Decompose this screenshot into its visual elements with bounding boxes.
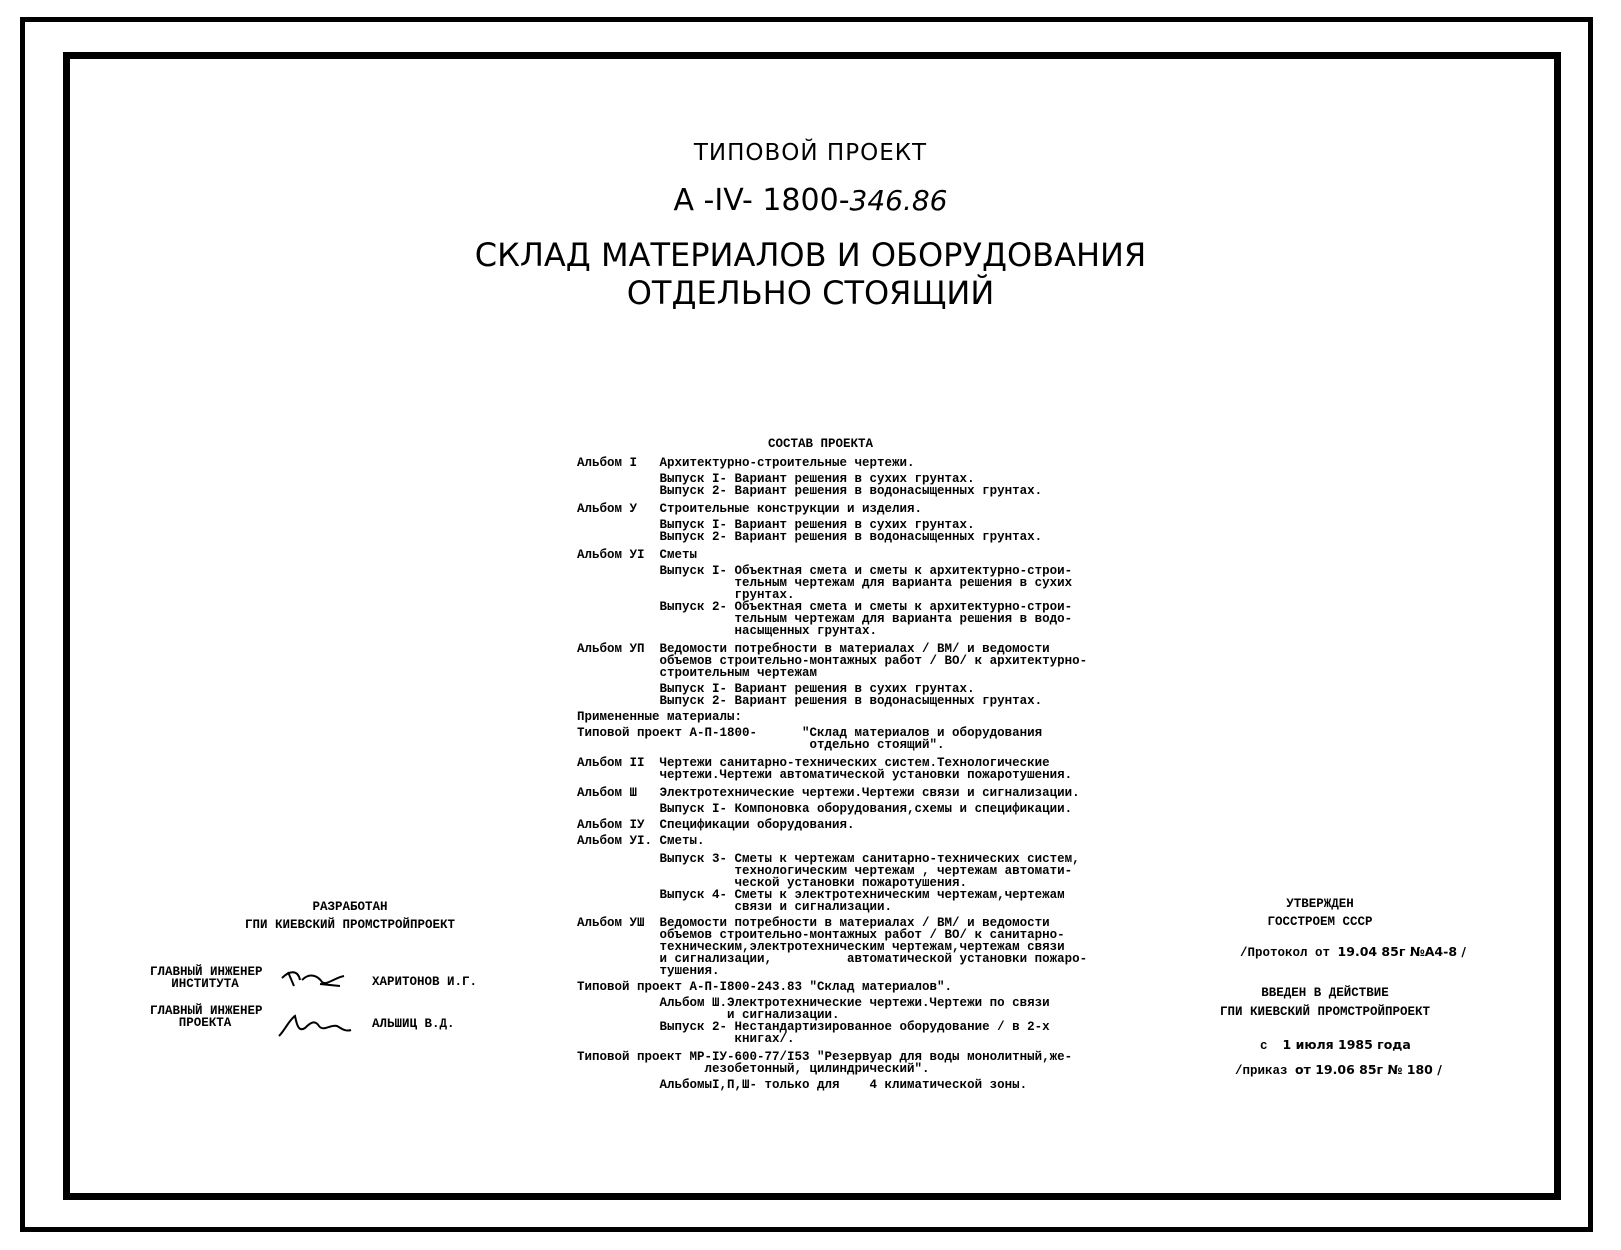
order-reference bbox=[1220, 1052, 1442, 1077]
composition-line: грунтах. bbox=[577, 588, 795, 602]
composition-line: Выпуск I- Компоновка оборудования,схемы и спецификации. bbox=[577, 802, 1073, 816]
composition-line: Альбом IУ Спецификации оборудования. bbox=[577, 818, 855, 832]
effective-prefix: с bbox=[1260, 1039, 1268, 1053]
chief-engineer-institute-title: ГЛАВНЫЙ ИНЖЕНЕР ИНСТИТУТА bbox=[150, 965, 263, 991]
document-type-label: ТИПОВОЙ ПРОЕКТ bbox=[693, 140, 928, 166]
composition-line: отдельно стоящий". bbox=[577, 738, 945, 752]
title-line-1: СКЛАД МАТЕРИАЛОВ И ОБОРУДОВАНИЯ bbox=[474, 236, 1147, 274]
composition-line: Альбом У Строительные конструкции и изделия. bbox=[577, 502, 923, 516]
composition-line: Альбом УШ Ведомости потребности в материалах / ВМ/ и ведомости bbox=[577, 916, 1050, 930]
composition-line: тельным чертежам для варианта решения в сухих bbox=[577, 576, 1073, 590]
composition-line: Выпуск 2- Объектная смета и сметы к архитектурно-строи- bbox=[577, 600, 1073, 614]
document-title bbox=[0, 236, 1621, 312]
composition-line: Выпуск I- Вариант решения в сухих грунтах. bbox=[577, 518, 975, 532]
composition-line: Альбом Ш.Электротехнические чертежи.Чертежи по связи bbox=[577, 996, 1050, 1010]
developer-org: ГПИ КИЕВСКИЙ ПРОМСТРОЙПРОЕКТ bbox=[244, 918, 456, 932]
signature-alshits bbox=[275, 1010, 355, 1042]
composition-line: Альбом УП Ведомости потребности в материалах / ВМ/ и ведомости bbox=[577, 642, 1050, 656]
composition-line: Выпуск I- Вариант решения в сухих грунтах. bbox=[577, 682, 975, 696]
composition-line: Выпуск 3- Сметы к чертежам санитарно-технических систем, bbox=[577, 852, 1080, 866]
developer-label: РАЗРАБОТАН bbox=[312, 900, 388, 914]
composition-line: Выпуск 2- Вариант решения в водонасыщенных грунтах. bbox=[577, 484, 1043, 498]
project-code bbox=[0, 183, 1621, 218]
composition-line: Типовой проект МР-IУ-600-77/I53 "Резервуар для воды монолитный,же- bbox=[577, 1050, 1073, 1064]
effective-label: ВВЕДЕН В ДЕЙСТВИЕ bbox=[1261, 986, 1389, 1000]
composition-line: объемов строительно-монтажных работ / ВО/ к санитарно- bbox=[577, 928, 1065, 942]
composition-line: Альбом УI Сметы bbox=[577, 548, 698, 562]
project-code-handwritten: 346.86 bbox=[849, 184, 948, 217]
composition-line: Выпуск 2- Вариант решения в водонасыщенных грунтах. bbox=[577, 530, 1043, 544]
approval-protocol bbox=[1225, 934, 1466, 959]
composition-line: и сигнализации. bbox=[577, 1008, 840, 1022]
signature-kharitonov bbox=[280, 966, 350, 992]
composition-line: тельным чертежам для варианта решения в водо- bbox=[577, 612, 1073, 626]
composition-line: Типовой проект А-П-1800- "Склад материалов и оборудования bbox=[577, 726, 1043, 740]
composition-line: технологическим чертежам , чертежам автомати- bbox=[577, 864, 1073, 878]
composition-line: Выпуск 2- Вариант решения в водонасыщенных грунтах. bbox=[577, 694, 1043, 708]
composition-line: книгах/. bbox=[577, 1032, 795, 1046]
composition-line: объемов строительно-монтажных работ / ВО/ к архитектурно- bbox=[577, 654, 1088, 668]
effective-date bbox=[1245, 1027, 1411, 1052]
approved-by: ГОССТРОЕМ СССР bbox=[1267, 915, 1373, 929]
composition-line: чертежи.Чертежи автоматической установки пожаротушения. bbox=[577, 768, 1073, 782]
title-line-2: ОТДЕЛЬНО СТОЯЩИЙ bbox=[626, 274, 995, 312]
effective-org: ГПИ КИЕВСКИЙ ПРОМСТРОЙПРОЕКТ bbox=[1219, 1005, 1431, 1019]
composition-line: техническим,электротехническим чертежам,чертежам связи bbox=[577, 940, 1065, 954]
composition-list bbox=[577, 457, 1087, 1091]
composition-line: связи и сигнализации. bbox=[577, 900, 893, 914]
composition-line: Типовой проект А-П-I800-243.83 "Склад материалов". bbox=[577, 980, 953, 994]
composition-line: ческой установки пожаротушения. bbox=[577, 876, 968, 890]
composition-line: Выпуск I- Вариант решения в сухих грунтах. bbox=[577, 472, 975, 486]
composition-line: и сигнализации, автоматической установки пожаро- bbox=[577, 952, 1088, 966]
protocol-prefix: /Протокол от bbox=[1240, 946, 1331, 960]
project-code-printed: А -IV- 1800- bbox=[673, 183, 850, 218]
composition-line: Выпуск 2- Нестандартизированное оборудование / в 2-х bbox=[577, 1020, 1050, 1034]
composition-line: Альбом УI. Сметы. bbox=[577, 834, 705, 848]
order-handwritten: от 19.06 85г № 180 / bbox=[1295, 1062, 1442, 1077]
protocol-handwritten: 19.04 85г №А4-8 / bbox=[1337, 944, 1466, 959]
composition-line: строительным чертежам bbox=[577, 666, 818, 680]
composition-line: насыщенных грунтах. bbox=[577, 624, 878, 638]
chief-engineer-institute-name: ХАРИТОНОВ И.Г. bbox=[372, 975, 478, 989]
chief-engineer-project-title: ГЛАВНЫЙ ИНЖЕНЕР ПРОЕКТА bbox=[150, 1004, 263, 1030]
composition-line: Альбом II Чертежи санитарно-технических систем.Технологические bbox=[577, 756, 1050, 770]
composition-line: Выпуск I- Объектная смета и сметы к архитектурно-строи- bbox=[577, 564, 1073, 578]
composition-line: Альбом I Архитектурно-строительные чертежи. bbox=[577, 456, 915, 470]
composition-line: тушения. bbox=[577, 964, 720, 978]
composition-line: Выпуск 4- Сметы к электротехническим чертежам,чертежам bbox=[577, 888, 1065, 902]
composition-title: СОСТАВ ПРОЕКТА bbox=[768, 437, 874, 451]
composition-line: АльбомыI,П,Ш- только для 4 климатической зоны. bbox=[577, 1078, 1028, 1092]
composition-line: лезобетонный, цилиндрический". bbox=[577, 1062, 930, 1076]
composition-line: Примененные материалы: bbox=[577, 710, 743, 724]
effective-handwritten: 1 июля 1985 года bbox=[1282, 1037, 1411, 1052]
approved-label: УТВЕРЖДЕН bbox=[1286, 897, 1354, 911]
chief-engineer-project-name: АЛЬШИЦ В.Д. bbox=[372, 1017, 455, 1031]
order-prefix: /приказ bbox=[1235, 1064, 1288, 1078]
composition-line: Альбом Ш Электротехнические чертежи.Чертежи связи и сигнализации. bbox=[577, 786, 1080, 800]
